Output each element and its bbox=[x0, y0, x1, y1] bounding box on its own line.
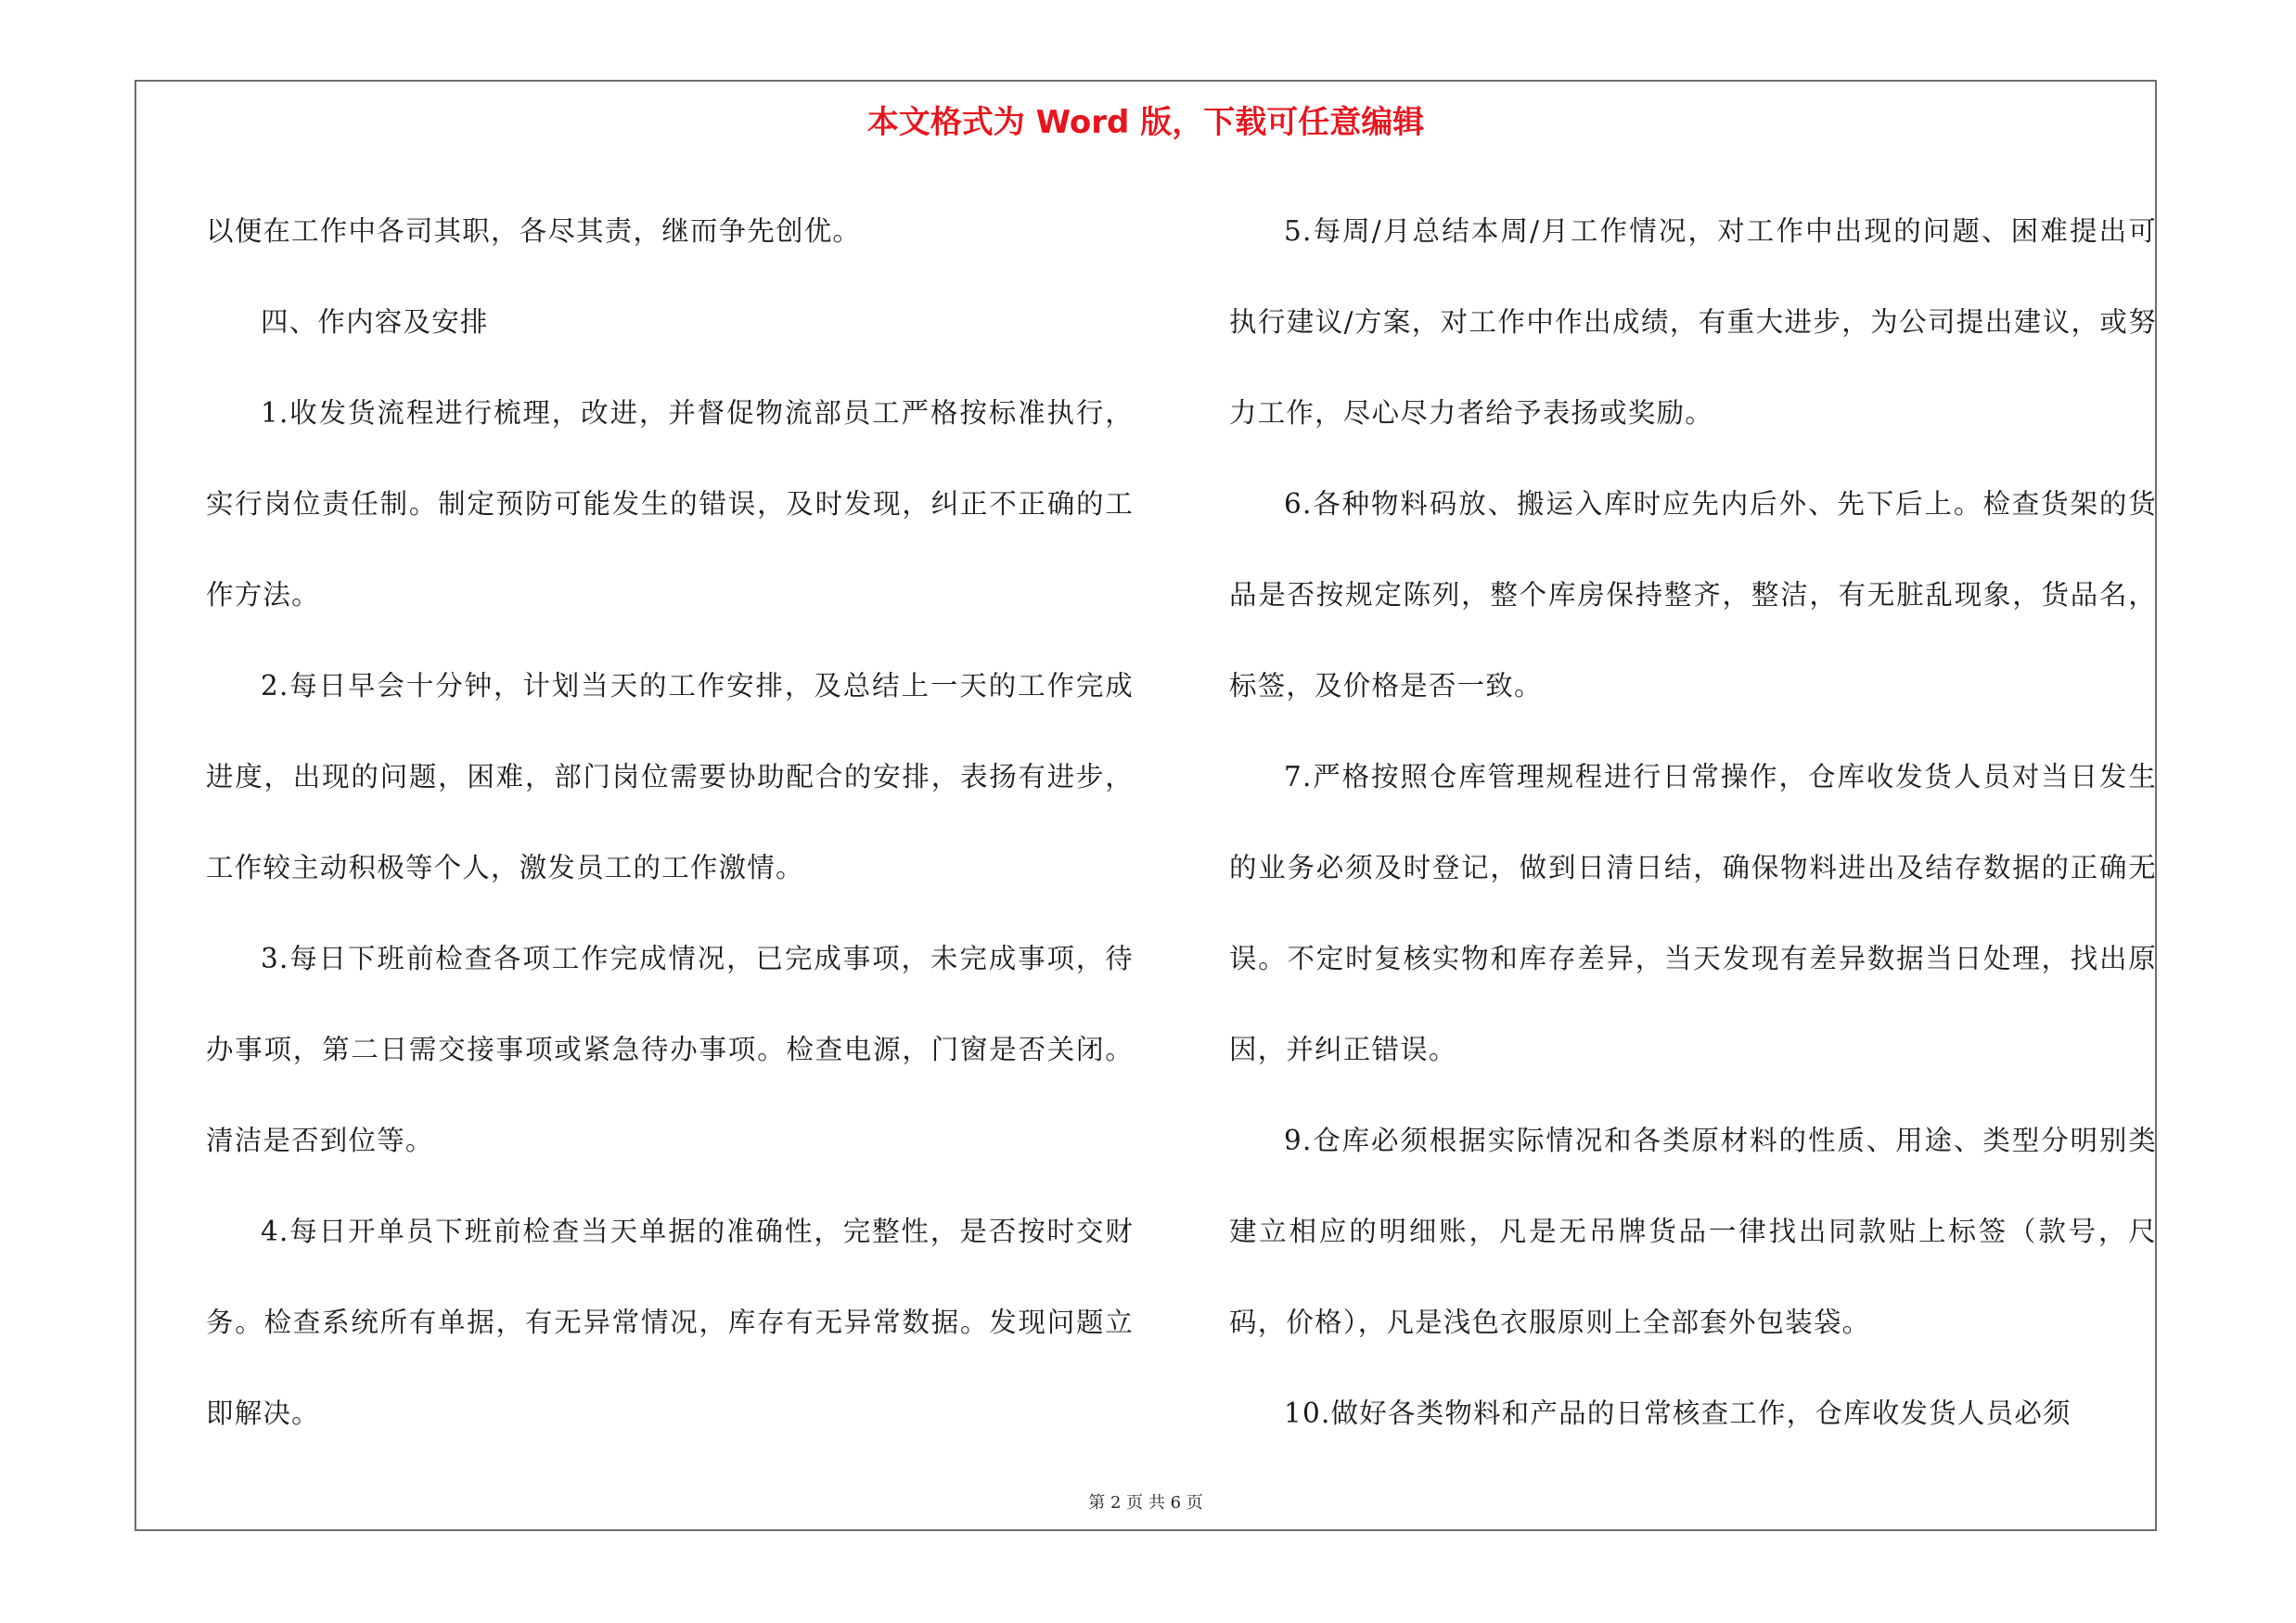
paragraph: 1.收发货流程进行梳理，改进，并督促物流部员工严格按标准执行，实行岗位责任制。制定预防可能发生的错误，及时发现，纠正不正确的工作方法。 bbox=[206, 397, 1134, 611]
left-column bbox=[206, 186, 1134, 1459]
paragraph: 3.每日下班前检查各项工作完成情况，已完成事项，未完成事项，待办事项，第二日需交接事项或紧急待办事项。检查电源，门窗是否关闭。清洁是否到位等。 bbox=[206, 943, 1134, 1156]
section-heading: 四、作内容及安排 bbox=[261, 306, 489, 338]
paragraph: 10.做好各类物料和产品的日常核查工作，仓库收发货人员必须 bbox=[1284, 1398, 2072, 1429]
paragraph: 7.严格按照仓库管理规程进行日常操作，仓库收发货人员对当日发生的业务必须及时登记，做到日清日结，确保物料进出及结存数据的正确无误。不定时复核实物和库存差异，当天发现有差异数据当日处理，找出原因，并纠正错误。 bbox=[1229, 761, 2157, 1065]
paragraph: 9.仓库必须根据实际情况和各类原材料的性质、用途、类型分明别类建立相应的明细账，凡是无吊牌货品一律找出同款贴上标签（款号，尺码，价格），凡是浅色衣服原则上全部套外包装袋。 bbox=[1229, 1125, 2157, 1338]
paragraph: 2.每日早会十分钟，计划当天的工作安排，及总结上一天的工作完成进度，出现的问题，困难，部门岗位需要协助配合的安排，表扬有进步，工作较主动积极等个人，激发员工的工作激情。 bbox=[206, 670, 1134, 883]
page-header: 本文格式为 Word 版，下载可任意编辑 bbox=[866, 104, 1425, 141]
paragraph: 以便在工作中各司其职，各尽其责，继而争先创优。 bbox=[206, 215, 862, 247]
document-page bbox=[135, 80, 2157, 1531]
paragraph: 5.每周/月总结本周/月工作情况，对工作中出现的问题、困难提出可执行建议/方案，对工作中作出成绩，有重大进步，为公司提出建议，或努力工作，尽心尽力者给予表扬或奖励。 bbox=[1229, 215, 2157, 429]
paragraph: 4.每日开单员下班前检查当天单据的准确性，完整性，是否按时交财务。检查系统所有单据，有无异常情况，库存有无异常数据。发现问题立即解决。 bbox=[206, 1216, 1134, 1429]
page-number: 第 2 页 共 6 页 bbox=[1088, 1493, 1203, 1513]
right-column bbox=[1229, 186, 2157, 1459]
paragraph: 6.各种物料码放、搬运入库时应先内后外、先下后上。检查货架的货品是否按规定陈列，整个库房保持整齐，整洁，有无脏乱现象，货品名，标签，及价格是否一致。 bbox=[1229, 488, 2157, 702]
